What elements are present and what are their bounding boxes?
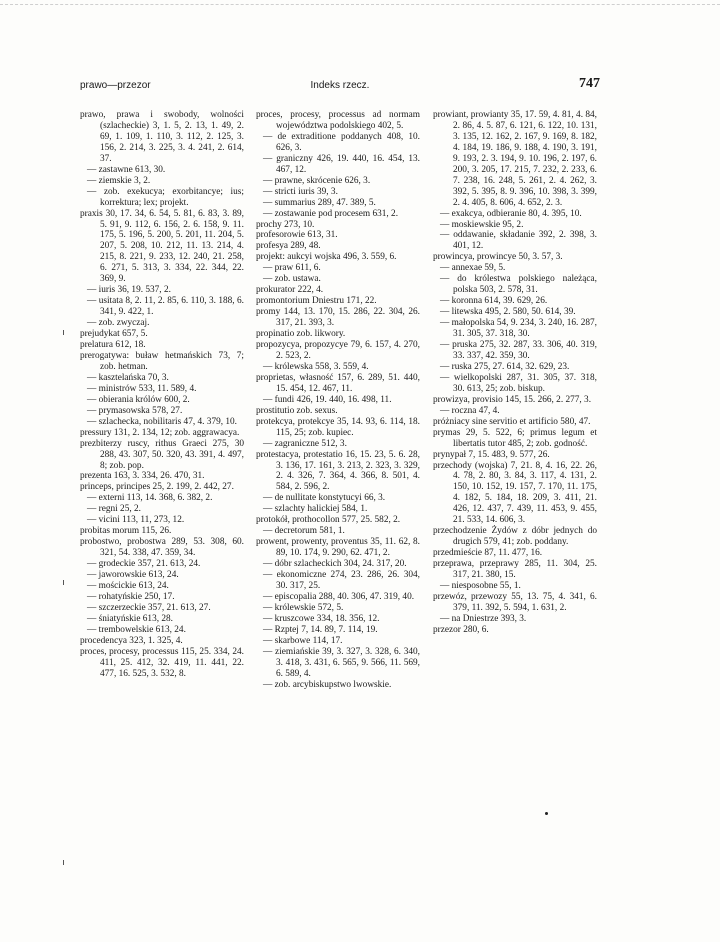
index-entry: proprietas, własność 157, 6. 289, 51. 440, 15. 454, 12. 467, 11. [256, 372, 420, 394]
index-subentry: — externi 113, 14. 368, 6. 382, 2. [87, 493, 213, 504]
index-subentry: — kruszcowe 334, 18. 356, 12. [263, 613, 380, 624]
index-subentry: — decretorum 581, 1. [263, 526, 345, 537]
index-entry: procedencya 323, 1. 325, 4. [80, 635, 183, 646]
index-entry: propinatio zob. likwory. [256, 329, 346, 340]
index-entry: prowiant, prowianty 35, 17. 59, 4. 81, 4. 84, 2. 86, 4. 5. 87, 6. 121, 6. 122, 10. 131, 3. 135, 12. 162, 2. 167, 9. 169, 8. 182, 4. 184, 19. 186, 9. 188, 4. 190, 3. 191, 9. 193, 2. 3. 194, 9. 10. 196, 2. 197, 6. 200, 3. 205, 17. 215, 7. 232, 2. 233, 6. 7. 238, 16. 248, 5. 261, 2. 4. 262, 3. 392, 5. 395, 8. 9. 396, 10. 398, 3. 399, 2. 4. 405, 8. 606, 4. 652, 2. 3. [433, 110, 597, 208]
index-subentry: — małopolska 54, 9. 234, 3. 240, 16. 287, 31. 305, 37. 318, 30. [440, 318, 597, 340]
index-entry: prowincya, prowincye 50, 3. 57, 3. [433, 252, 563, 263]
index-entry: prymas 29, 5. 522, 6; primus legum et libertatis tutor 485, 2; zob. godność. [433, 427, 597, 449]
index-subentry: — pruska 275, 32. 287, 33. 306, 40. 319, 33. 337, 42. 359, 30. [440, 340, 597, 361]
index-entry: probostwo, probostwa 289, 53. 308, 60. 321, 54. 338, 47. 359, 34. [80, 537, 244, 559]
index-entry: promy 144, 13. 170, 15. 286, 22. 304, 26. 317, 21. 393, 3. [256, 307, 420, 329]
index-subentry: — ziemiańskie 39, 3. 327, 3. 328, 6. 340, 3. 418, 3. 431, 6. 565, 9. 566, 11. 569, 6. 589, 4. [263, 646, 420, 679]
index-subentry: — iuris 36, 19. 537, 2. [87, 285, 171, 296]
index-entry: prelatura 612, 18. [80, 340, 146, 351]
index-entry: przezor 280, 6. [433, 624, 489, 635]
index-subentry: — skarbowe 114, 17. [263, 635, 343, 646]
index-entry: prynypał 7, 15. 483, 9. 577, 26. [433, 449, 550, 460]
index-subentry: — szczerzeckie 357, 21. 613, 27. [87, 602, 211, 613]
index-subentry: — zostawanie pod procesem 631, 2. [263, 208, 399, 219]
end-mark-dot [545, 812, 548, 815]
index-subentry: — ziemskie 3, 2. [87, 175, 151, 186]
index-subentry: — zob. exekucya; exorbitancye; ius; korrektura; lex; projekt. [87, 186, 244, 208]
index-subentry: — grodeckie 357, 21. 613, 24. [87, 559, 201, 570]
index-subentry: — roczna 47, 4. [440, 405, 500, 416]
scan-speck [63, 580, 64, 585]
index-subentry: — śniatyńskie 613, 28. [87, 613, 173, 624]
index-entry: prostitutio zob. sexus. [256, 405, 338, 416]
index-subentry: — exakcya, odbieranie 80, 4. 395, 10. [440, 208, 582, 219]
index-entry: proces, procesy, processus 115, 25. 334, 24. 411, 25. 412, 32. 419, 11. 441, 22. 477, 16. 525, 3. 532, 8. [80, 646, 244, 679]
index-subentry: — usitata 8, 2. 11, 2. 85, 6. 110, 3. 188, 6. 341, 9. 422, 1. [87, 296, 244, 318]
index-entry: proces, procesy, processus ad normam województwa podolskiego 402, 5. [256, 110, 420, 131]
index-subentry: — zob. zwyczaj. [87, 318, 150, 329]
index-entry: profesorowie 613, 31. [256, 230, 338, 241]
running-head-center: Indeks rzecz. [310, 80, 370, 91]
index-entry: promontorium Dniestru 171, 22. [256, 296, 377, 307]
index-subentry: — jaworowskie 613, 24. [87, 570, 179, 581]
index-entry: prezbiterzy ruscy, rithus Graeci 275, 30 288, 43. 307, 50. 320, 43. 391, 4. 497, 8; zob. pop. [80, 438, 244, 471]
index-subentry: — szlachecka, nobilitaris 47, 4. 379, 10. [87, 416, 238, 427]
index-subentry: — dóbr szlacheckich 304, 24. 317, 20. [263, 559, 407, 570]
index-subentry: — trembowelskie 613, 24. [87, 624, 186, 635]
index-subentry: — graniczny 426, 19. 440, 16. 454, 13. 467, 12. [263, 153, 420, 175]
index-subentry: — wielkopolski 287, 31. 305, 37. 318, 30. 613, 25; zob. biskup. [440, 372, 597, 394]
index-entry: przewóz, przewozy 55, 13. 75, 4. 341, 6. 379, 11. 392, 5. 594, 1. 631, 2. [433, 591, 597, 613]
index-entry: przeprawa, przeprawy 285, 11. 304, 25. 317, 21. 380, 15. [433, 559, 597, 581]
index-subentry: — summarius 289, 47. 389, 5. [263, 197, 376, 208]
index-subentry: — królewskie 572, 5. [263, 602, 344, 613]
index-subentry: — zastawne 613, 30. [87, 164, 166, 175]
index-subentry: — ruska 275, 27. 614, 32. 629, 23. [440, 361, 570, 372]
scan-speck [63, 860, 64, 865]
index-entry: prejudykat 657, 5. [80, 329, 148, 340]
index-entry: pressury 131, 2. 134, 12; zob. aggrawacya. [80, 427, 240, 438]
page-header [80, 76, 600, 100]
index-entry: próżniacy sine servitio et artificio 580, 47. [433, 416, 591, 427]
index-subentry: — de nullitate konstytucyi 66, 3. [263, 493, 386, 504]
index-entry: prokurator 222, 4. [256, 285, 324, 296]
index-subentry: — królewska 558, 3. 559, 4. [263, 361, 369, 372]
index-subentry: — prawne, skrócenie 626, 3. [263, 175, 371, 186]
index-entry: profesya 289, 48. [256, 241, 321, 252]
index-entry: przechodzenie Żydów z dóbr jednych do drugich 579, 41; zob. poddany. [433, 526, 597, 548]
index-entry: prowizya, provisio 145, 15. 266, 2. 277, 3. [433, 394, 592, 405]
index-subentry: — ministrów 533, 11. 589, 4. [87, 383, 197, 394]
index-subentry: — regni 25, 2. [87, 504, 141, 515]
index-entry: przedmieście 87, 11. 477, 16. [433, 548, 543, 559]
scan-edge-line [0, 4, 720, 5]
index-subentry: — koronna 614, 39. 629, 26. [440, 296, 548, 307]
index-subentry: — annexae 59, 5. [440, 263, 506, 274]
index-subentry: — do królestwa polskiego należąca, polska 503, 2. 578, 31. [440, 274, 597, 296]
index-entry: projekt: aukcyi wojska 496, 3. 559, 6. [256, 252, 397, 263]
index-subentry: — ekonomiczne 274, 23. 286, 26. 304, 30. 317, 25. [263, 570, 420, 591]
index-subentry: — episcopalia 288, 40. 306, 47. 319, 40. [263, 591, 415, 602]
index-column-3 [433, 110, 597, 636]
index-entry: protekcya, protekcye 35, 14. 93, 6. 114, 18. 115, 25; zob. kupiec. [256, 416, 420, 438]
index-entry: prawo, prawa i swobody, wolności (szlacheckie) 3, 1. 5, 2. 13, 1. 49, 2. 69, 1. 109, 1. 110, 3. 112, 2. 125, 3. 156, 2. 214, 3. 225, 3. 4. 241, 2. 614, 37. [80, 110, 244, 164]
index-subentry: — de extraditione poddanych 408, 10. 626, 3. [263, 131, 420, 153]
index-subentry: — praw 611, 6. [263, 263, 321, 274]
index-subentry: — Rzptej 7, 14. 89, 7. 114, 19. [263, 624, 378, 635]
page-number: 747 [579, 76, 600, 91]
index-entry: propozycya, propozycye 79, 6. 157, 4. 270, 2. 523, 2. [256, 340, 420, 361]
index-subentry: — szlachty halickiej 584, 1. [263, 504, 368, 515]
index-entry: prezenta 163, 3. 334, 26. 470, 31. [80, 471, 205, 482]
index-entry: przechody (wojska) 7, 21. 8, 4. 16, 22. 26, 4. 78, 2. 80, 3. 84, 3. 117, 4. 131, 2. 150, 10. 152, 19. 157, 7. 170, 11. 175, 4. 182, 5. 184, 18. 209, 3. 411, 21. 426, 12. 437, 7. 439, 11. 453, 9. 455, 21. 533, 14. 606, 3. [433, 460, 597, 526]
index-subentry: — rohatyńskie 250, 17. [87, 591, 175, 602]
index-subentry: — na Dniestrze 393, 3. [440, 613, 527, 624]
index-subentry: — stricti iuris 39, 3. [263, 186, 338, 197]
index-entry: protokół, prothocollon 577, 25. 582, 2. [256, 515, 401, 526]
index-subentry: — niesposobne 55, 1. [440, 580, 521, 591]
index-subentry: — vicini 113, 11, 273, 12. [87, 515, 185, 526]
scan-speck [63, 330, 64, 335]
index-subentry: — moskiewskie 95, 2. [440, 219, 524, 230]
running-head-left: prawo—przezor [80, 80, 151, 91]
index-entry: praxis 30, 17. 34, 6. 54, 5. 81, 6. 83, 3. 89, 5. 91, 9. 112, 6. 156, 2. 6. 158, 9. 11. 175, 5. 196, 5. 200, 5. 201, 11. 204, 5. 207, 5. 208, 10. 212, 11. 13. 214, 4. 215, 8. 221, 9. 233, 12. 240, 21. 258, 6. 271, 5. 313, 3. 334, 22. 344, 22. 369, 9. [80, 208, 244, 285]
index-subentry: — zagraniczne 512, 3. [263, 438, 347, 449]
index-entry: probitas morum 115, 26. [80, 526, 172, 537]
index-subentry: — prymasowska 578, 27. [87, 405, 183, 416]
index-entry: princeps, principes 25, 2. 199, 2. 442, 27. [80, 482, 234, 493]
index-subentry: — litewska 495, 2. 580, 50. 614, 39. [440, 307, 576, 318]
index-entry: protestacya, protestatio 16, 15. 23, 5. 6. 28, 3. 136, 17. 161, 3. 213, 2. 323, 3. 329, 2. 4. 326, 7. 364, 4. 366, 8. 501, 4. 584, 2. 596, 2. [256, 449, 420, 493]
index-entry: prochy 273, 10. [256, 219, 315, 230]
index-entry: prerogatywa: buław hetmańskich 73, 7; zob. hetman. [80, 350, 244, 372]
index-column-2 [256, 110, 420, 691]
index-subentry: — fundi 426, 19. 440, 16. 498, 11. [263, 394, 392, 405]
index-column-1 [80, 110, 244, 680]
index-entry: prowent, prowenty, proventus 35, 11. 62, 8. 89, 10. 174, 9. 290, 62. 471, 2. [256, 537, 420, 559]
index-subentry: — mościckie 613, 24. [87, 580, 169, 591]
index-subentry: — kasztelańska 70, 3. [87, 372, 169, 383]
index-subentry: — zob. arcybiskupstwo lwowskie. [263, 679, 392, 690]
index-subentry: — obierania królów 600, 2. [87, 394, 190, 405]
index-subentry: — zob. ustawa. [263, 274, 321, 285]
index-subentry: — oddawanie, składanie 392, 2. 398, 3. 401, 12. [440, 230, 597, 252]
